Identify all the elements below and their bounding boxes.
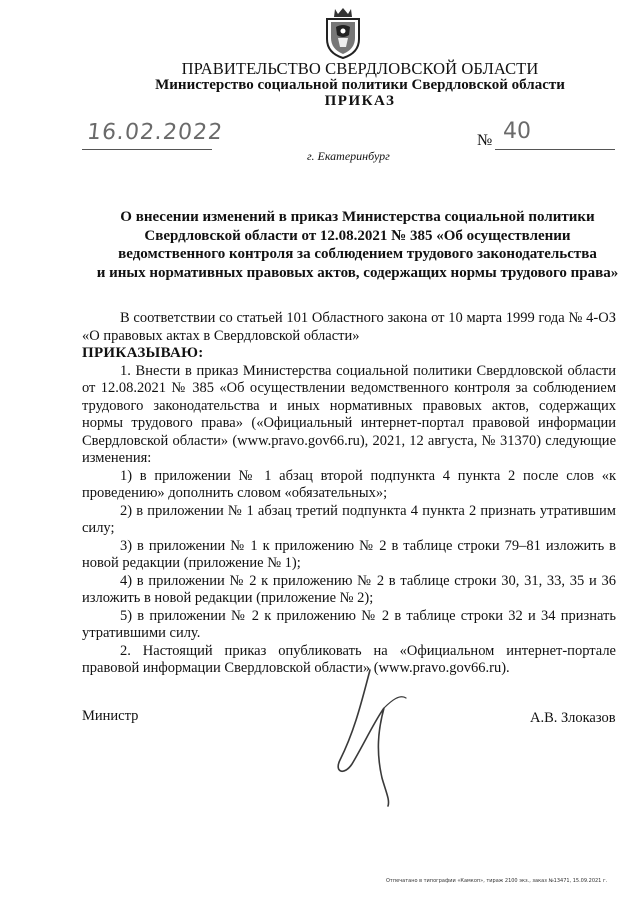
handwritten-signature — [300, 660, 430, 810]
coat-of-arms-emblem — [321, 5, 365, 59]
title-line: и иных нормативных правовых актов, содержащих нормы трудового права» — [96, 264, 619, 281]
city: г. Екатеринбург — [307, 149, 390, 163]
preamble: В соответствии со статьей 101 Областного закона от 10 марта 1999 года № 4-ОЗ «О правовых актах в Свердловской области» — [82, 310, 616, 344]
signatory-position: Министр — [82, 708, 139, 724]
order-date: 16.02.2022 — [85, 120, 225, 145]
subitem-2: 2) в приложении № 1 абзац третий подпункта 4 пункта 2 признать утратившим силу; — [82, 502, 616, 536]
subitem-1: 1) в приложении № 1 абзац второй подпункта 4 пункта 2 после слов «к проведению» дополнить словом «обязательных»; — [82, 467, 616, 501]
print-footer-note: Отпечатано в типографии «Камкоп», тираж 2100 экз., заказ №13471, 15.09.2021 г. — [386, 878, 608, 884]
ministry-name: Министерство социальной политики Свердловской области — [155, 77, 565, 93]
organization-name: ПРАВИТЕЛЬСТВО СВЕРДЛОВСКОЙ ОБЛАСТИ — [181, 59, 539, 78]
subitem-5: 5) в приложении № 2 к приложению № 2 в таблице строки 32 и 34 признать утратившими силу. — [82, 607, 616, 641]
item-2: 2. Настоящий приказ опубликовать на «Официальном интернет-портале правовой информации Свердловской области» (www.pravo.gov66.ru). — [82, 642, 616, 676]
document-title — [60, 208, 640, 282]
item-1: 1. Внести в приказ Министерства социальной политики Свердловской области от 12.08.2021 № 385 «Об осуществлении ведомственного контроля за соблюдением трудового законодательства и иных нормативных правовых актов, содержащих нормы трудового права» («Официальный интернет-портал правовой информации Свердловской области» (www.pravo.gov66.ru), 2021, 12 августа, № 31370) следующие изменения: — [82, 362, 616, 466]
title-line: Свердловской области от 12.08.2021 № 385 «Об осуществлении — [144, 227, 571, 244]
order-word: ПРИКАЗЫВАЮ: — [82, 345, 204, 361]
title-line: ведомственного контроля за соблюдением трудового законодательства — [118, 246, 597, 262]
number-underline — [495, 149, 615, 150]
date-underline — [82, 149, 212, 150]
document-body — [82, 310, 616, 678]
document-type: ПРИКАЗ — [324, 93, 396, 109]
order-number: 40 — [503, 119, 531, 144]
subitem-3: 3) в приложении № 1 к приложению № 2 в таблице строки 79–81 изложить в новой редакции (приложение № 1); — [82, 537, 616, 571]
subitem-4: 4) в приложении № 2 к приложению № 2 в таблице строки 30, 31, 33, 35 и 36 изложить в новой редакции (приложение № 2); — [82, 572, 616, 606]
title-line: О внесении изменений в приказ Министерства социальной политики — [120, 209, 595, 225]
signatory-name: А.В. Злоказов — [530, 710, 616, 726]
number-label: № — [477, 132, 493, 149]
